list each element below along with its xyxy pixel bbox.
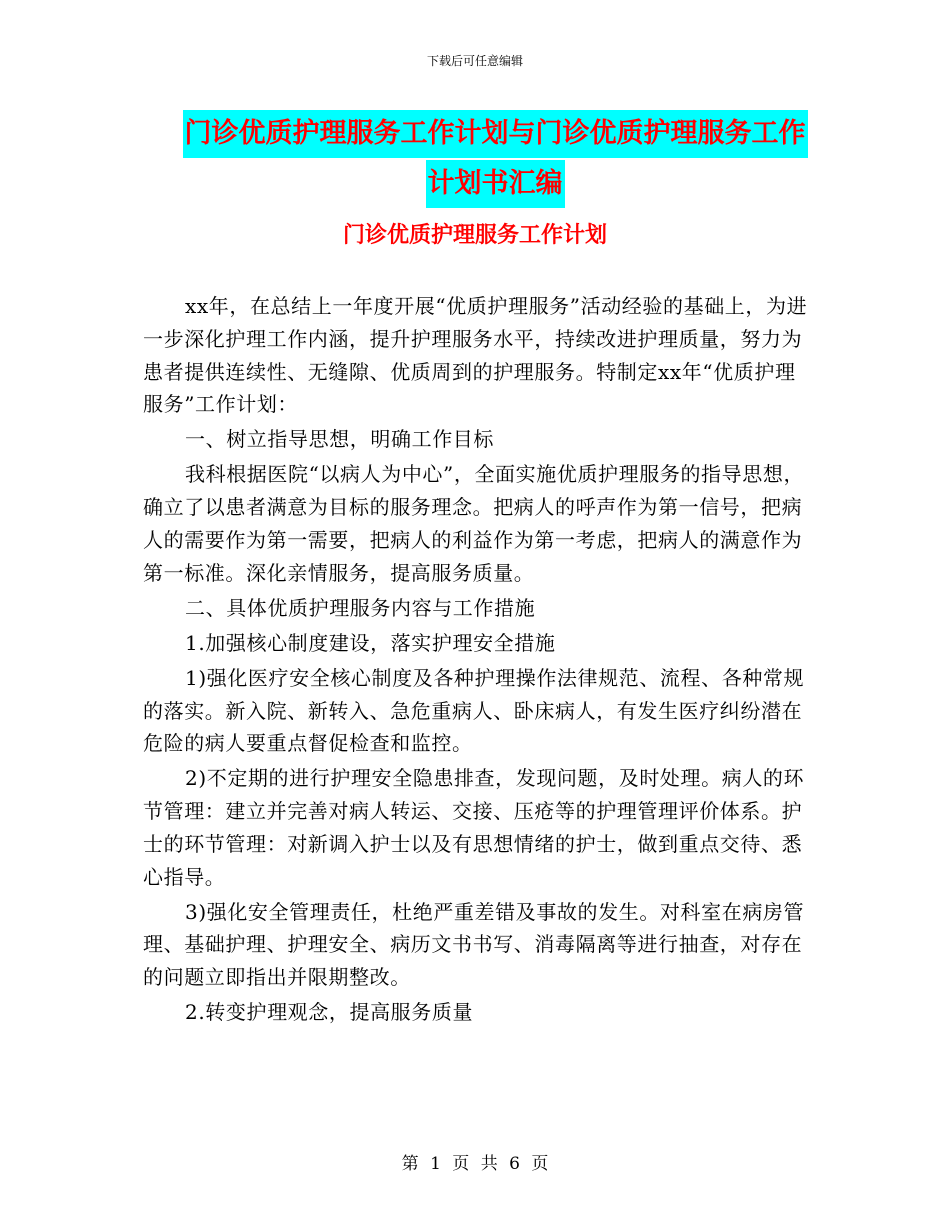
- paragraph-guiding-thought: 我科根据医院“以病人为中心”，全面实施优质护理服务的指导思想，确立了以患者满意为目标的服务理念。把病人的呼声作为第一信号，把病人的需要作为第一需要，把病人的利益作为第一考虑，把病人的满意作为第一标准。深化亲情服务，提高服务质量。: [143, 462, 805, 585]
- paragraph-heading-2: 二、具体优质护理服务内容与工作措施: [185, 595, 536, 620]
- document-body: [143, 290, 813, 1031]
- document-title-line-1: 门诊优质护理服务工作计划与门诊优质护理服务工作: [183, 110, 808, 158]
- document-title: [0, 110, 950, 208]
- paragraph-intro: xx年，在总结上一年度开展“优质护理服务”活动经验的基础上，为进一步深化护理工作内涵，提升护理服务水平，持续改进护理质量，努力为患者提供连续性、无缝隙、优质周到的护理服务。特制定xx年“优质护理服务”工作计划：: [143, 294, 808, 417]
- paragraph-heading-1: 一、树立指导思想，明确工作目标: [185, 427, 494, 452]
- document-title-line-2: 计划书汇编: [426, 160, 565, 208]
- header-note: 下载后可任意编辑: [426, 54, 523, 68]
- paragraph-item-3: 3)强化安全管理责任，杜绝严重差错及事故的发生。对科室在病房管理、基础护理、护理安全、病历文书书写、消毒隔离等进行抽查，对存在的问题立即指出并限期整改。: [143, 899, 805, 990]
- paragraph-subheading-2: 2.转变护理观念，提高服务质量: [185, 1000, 474, 1025]
- paragraph-subheading-1: 1.加强核心制度建设，落实护理安全措施: [185, 630, 556, 655]
- paragraph-item-1: 1)强化医疗安全核心制度及各种护理操作法律规范、流程、各种常规的落实。新入院、新转入、急危重病人、卧床病人，有发生医疗纠纷潜在危险的病人要重点督促检查和监控。: [143, 665, 805, 756]
- section-title: 门诊优质护理服务工作计划: [342, 223, 607, 248]
- page-number: 第 1 页 共 6 页: [401, 1154, 549, 1174]
- paragraph-item-2: 2)不定期的进行护理安全隐患排查，发现问题，及时处理。病人的环节管理：建立并完善对病人转运、交接、压疮等的护理管理评价体系。护士的环节管理：对新调入护士以及有思想情绪的护士，做到重点交待、悉心指导。: [143, 766, 805, 889]
